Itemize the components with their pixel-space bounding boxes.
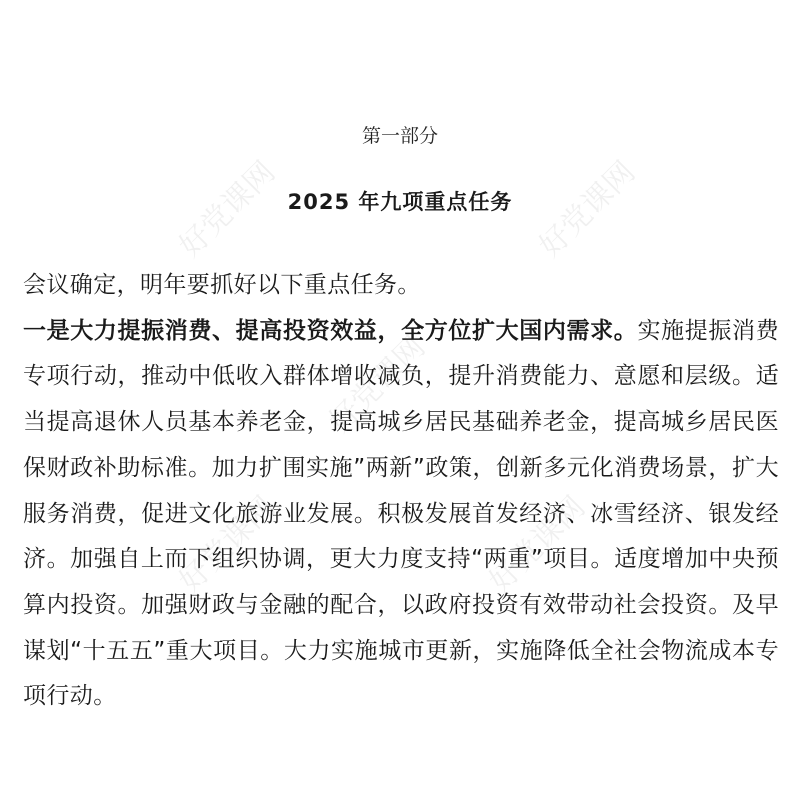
task-paragraph — [23, 309, 779, 720]
watermark: 好党课网 — [482, 489, 593, 600]
document-body — [23, 263, 779, 720]
document-title: 2025 年九项重点任务 — [287, 190, 513, 214]
watermark: 好党课网 — [172, 489, 283, 600]
watermark: 好党课网 — [322, 329, 433, 440]
paragraph-lead: 一是大力提振消费、提高投资效益，全方位扩大国内需求。 — [23, 317, 638, 344]
watermark: 好党课网 — [172, 154, 283, 265]
paragraph-body: 实施提振消费专项行动，推动中低收入群体增收减负，提升消费能力、意愿和层级。适当提高退休人员基本养老金，提高城乡居民基础养老金，提高城乡居民医保财政补助标准。加力扩围实施”两新”政策，创新多元化消费场景，扩大服务消费，促进文化旅游业发展。积极发展首发经济、冰雪经济、银发经济。加强自上而下组织协调，更大力度支持“两重”项目。适度增加中央预算内投资。加强财政与金融的配合，以政府投资有效带动社会投资。及早谋划“十五五”重大项目。大力实施城市更新，实施降低全社会物流成本专项行动。 — [23, 317, 779, 710]
section-label: 第一部分 — [361, 125, 438, 147]
watermark: 好党课网 — [532, 154, 643, 265]
intro-paragraph: 会议确定，明年要抓好以下重点任务。 — [23, 272, 421, 298]
